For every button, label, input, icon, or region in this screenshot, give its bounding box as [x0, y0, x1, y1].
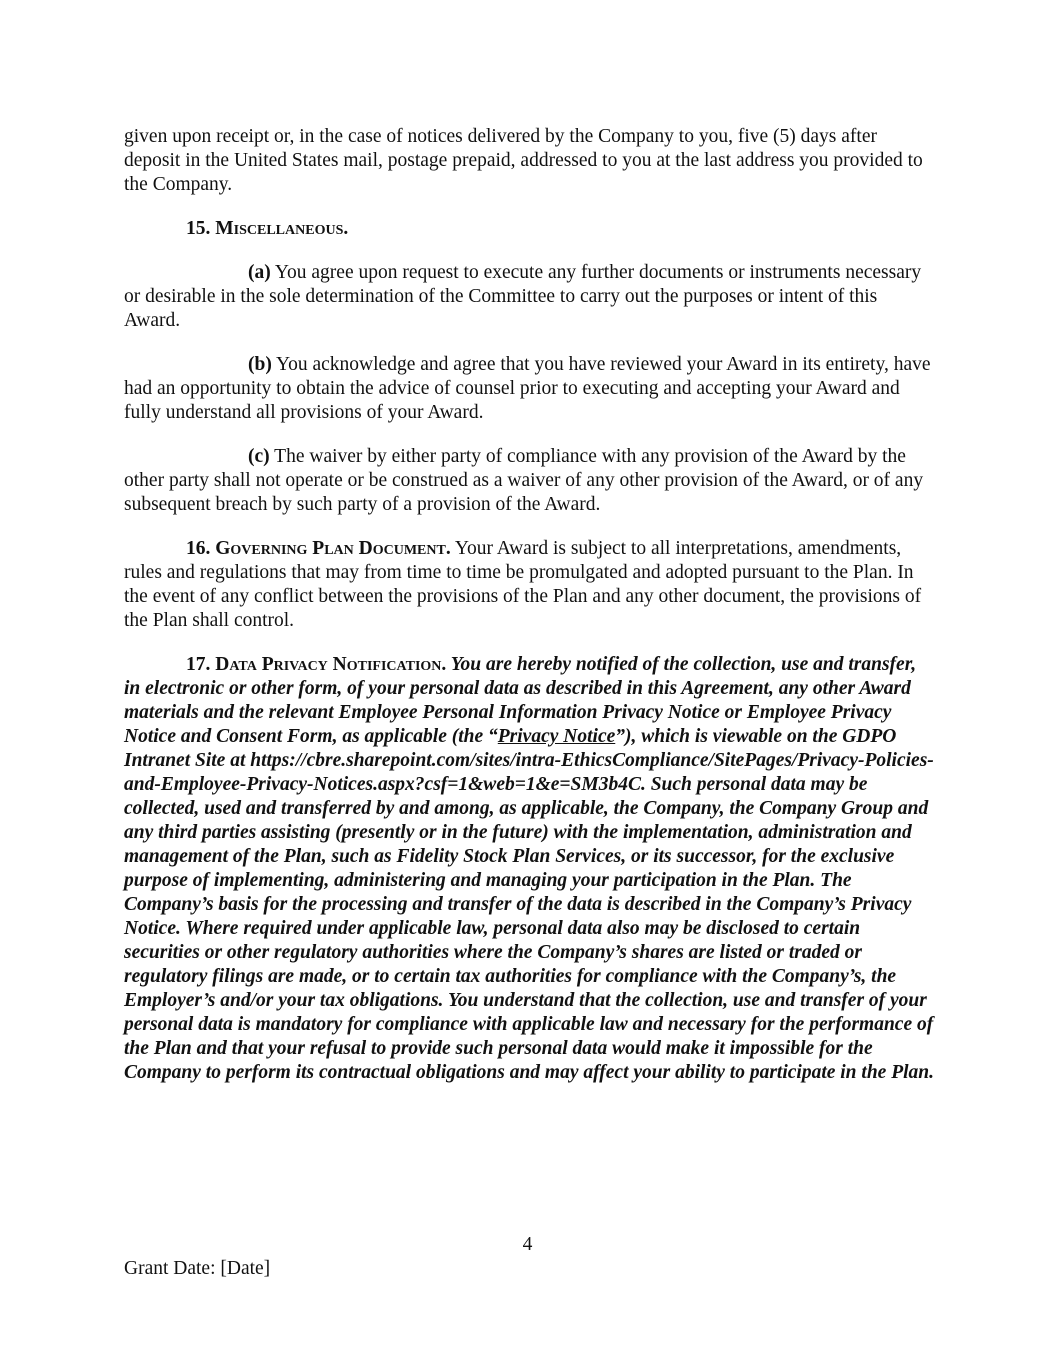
- section-17-number: 17.: [186, 654, 211, 675]
- grant-date-footer: Grant Date: [Date]: [124, 1258, 271, 1279]
- document-page: [124, 125, 934, 1105]
- section-17-text-before: You are hereby notified of the collection, use and transfer, in electronic or other form, of your personal data as described in this Agreement, any other Award materials and the relevant Employee Personal Information Privacy Notice or Employee Privacy Notice and Consent Form, as applicable (the “: [124, 654, 917, 747]
- section-17-title: Data Privacy Notification.: [215, 654, 447, 675]
- opening-paragraph: given upon receipt or, in the case of notices delivered by the Company to you, five (5) days after deposit in the United States mail, postage prepaid, addressed to you at the last address you provided to the Company.: [124, 126, 923, 195]
- section-17-text-after: ”), which is viewable on the GDPO Intranet Site at https://cbre.sharepoint.com/sites/intra-EthicsCompliance/SitePages/Privacy-Policies-and-Employee-Privacy-Notices.aspx?csf=1&web=1&e=SM3b4C. Such personal data may be collected, used and transferred by and among, as applicable, the Company, the Company Group and any third parties assisting (presently or in the future) with the implementation, administration and management of the Plan, such as Fidelity Stock Plan Services, or its successor, for the exclusive purpose of implementing, administering and managing your participation in the Plan. The Company’s basis for the processing and transfer of the data is described in the Company’s Privacy Notice. Where required under applicable law, personal data also may be disclosed to certain securities or other regulatory authorities where the Company’s shares are listed or traded or regulatory filings are made, or to certain tax authorities for compliance with the Company’s, the Employer’s and/or your tax obligations. You understand that the collection, use and transfer of your personal data is mandatory for compliance with applicable law and necessary for the performance of the Plan and that your refusal to provide such personal data would make it impossible for the Company to perform its contractual obligations and may affect your ability to participate in the Plan.: [124, 726, 934, 1083]
- section-15-number: 15.: [186, 218, 211, 239]
- privacy-notice-term: Privacy Notice: [497, 726, 616, 747]
- section-16: [124, 537, 934, 633]
- section-15-title: Miscellaneous.: [215, 218, 349, 239]
- item-b-text: You acknowledge and agree that you have reviewed your Award in its entirety, have had an opportunity to obtain the advice of counsel prior to executing and accepting your Award and fully understand all provisions of your Award.: [124, 354, 931, 423]
- section-16-title: Governing Plan Document.: [215, 538, 451, 559]
- item-a-label: (a): [248, 262, 271, 283]
- section-17: [124, 653, 934, 1085]
- section-15-item-b: [124, 353, 934, 425]
- section-15-item-c: [124, 445, 934, 517]
- section-15-item-a: [124, 261, 934, 333]
- page-number: 4: [522, 1234, 533, 1255]
- item-b-label: (b): [248, 354, 272, 375]
- section-16-number: 16.: [186, 538, 211, 559]
- item-c-label: (c): [248, 446, 270, 467]
- section-15-heading: [124, 217, 934, 241]
- item-a-text: You agree upon request to execute any further documents or instruments necessary or desirable in the sole determination of the Committee to carry out the purposes or intent of this Award.: [124, 262, 922, 331]
- section-16-text: Your Award is subject to all interpretations, amendments, rules and regulations that may from time to time be promulgated and adopted pursuant to the Plan. In the event of any conflict between the provisions of the Plan and any other document, the provisions of the Plan shall control.: [124, 538, 922, 631]
- item-c-text: The waiver by either party of compliance with any provision of the Award by the other party shall not operate or be construed as a waiver of any other provision of the Award, or of any subsequent breach by such party of a provision of the Award.: [124, 446, 924, 515]
